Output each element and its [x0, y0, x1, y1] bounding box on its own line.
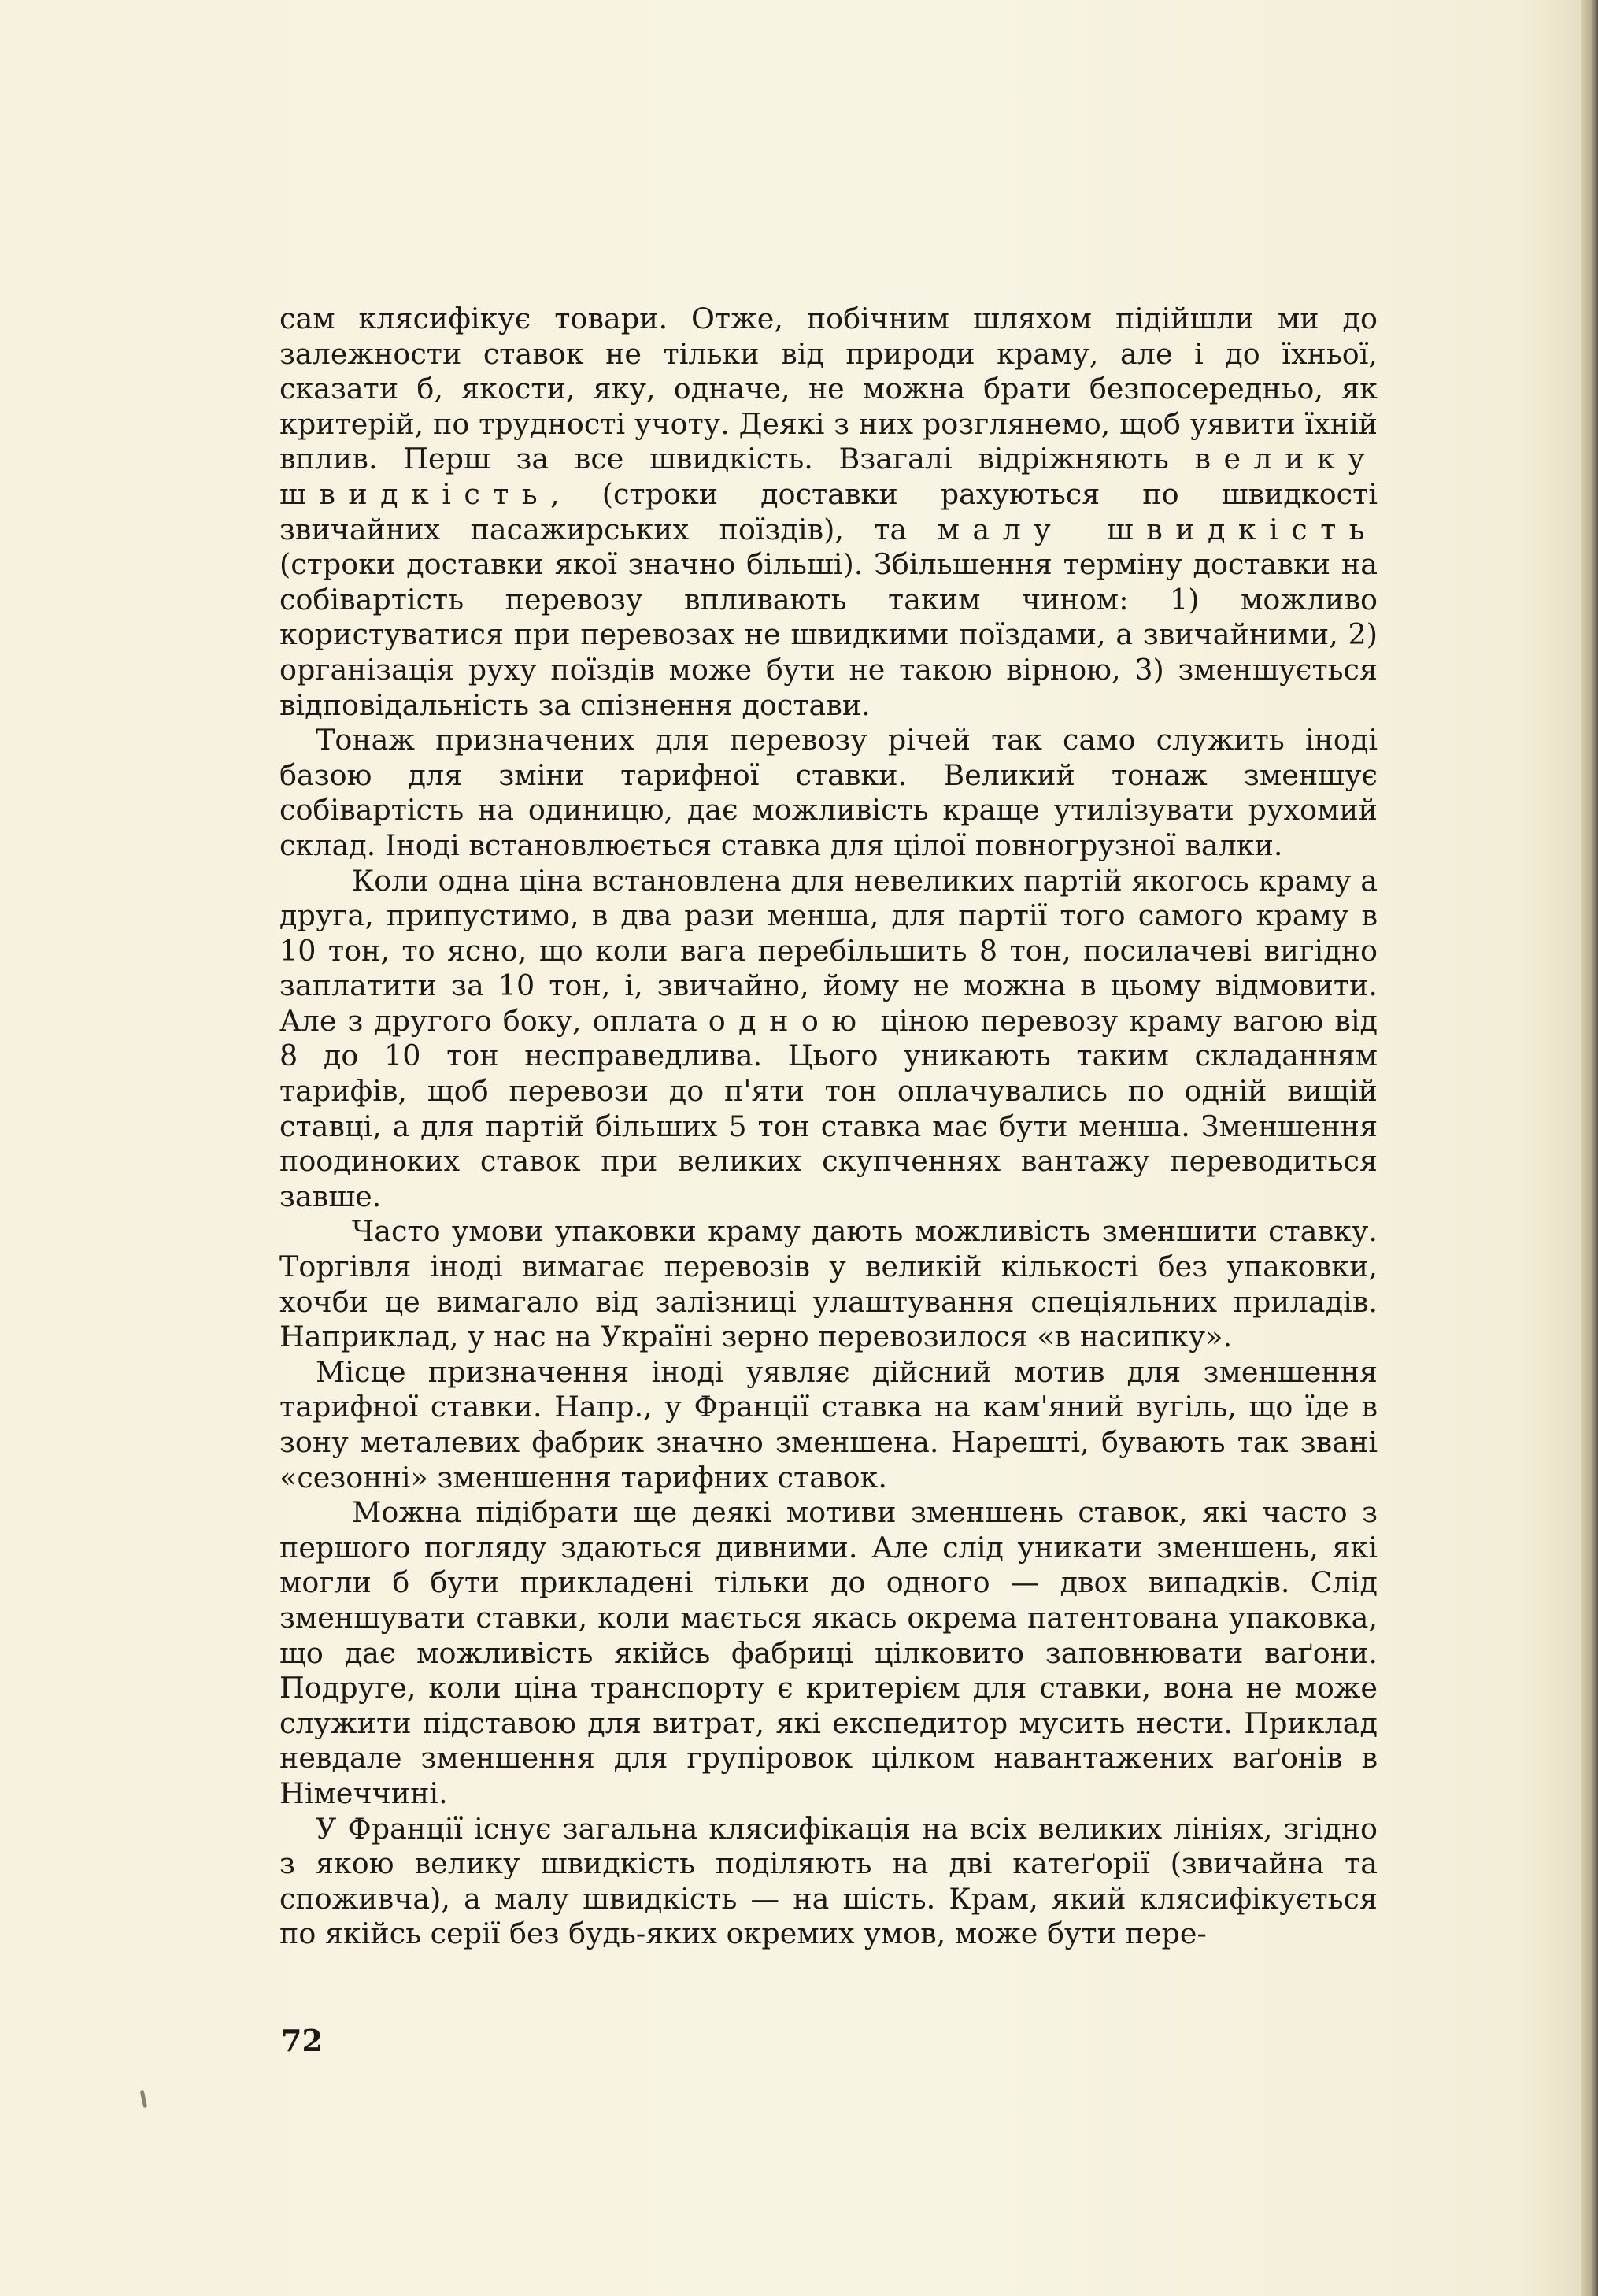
- p1-seg3: , (строки доставки рахуються по швидкості звичайних пасажирських поїздів), та: [279, 476, 1378, 546]
- p3-emphasis-one: одною: [708, 1003, 870, 1038]
- paragraph-7: [279, 1812, 1378, 1952]
- paragraph-2: [279, 723, 1378, 863]
- ink-mark: [140, 2090, 147, 2109]
- paragraph-4: [279, 1214, 1378, 1354]
- p1-seg5: (строки доставки якої значно більші). Збільшення терміну доставки на собівартість перевозу впливають таким чином: 1) можливо користуватися при перевозах не швидкими поїздами, а звичайними, 2) організація руху поїздів може бути не такою вірною, 3) зменшується відповідальність за спізнення достави.: [279, 547, 1378, 722]
- p3-seg1: Коли одна ціна встановлена для невеликих партій якогось краму а друга, припустимо, в два рази менша, для партії того самого краму в 10 тон, то ясно, що коли вага перебільшить 8 тон, посилачеві вигідно заплатити за 10 тон, і, звичайно, йому не можна в цьому відмовити. Але з другого боку, оплата: [279, 863, 1378, 1038]
- page-number: 72: [281, 2023, 323, 2058]
- paragraph-6: [279, 1495, 1378, 1811]
- p3-seg3: ціною перевозу краму вагою від 8 до 10 тон несправедлива. Цього уникають таким складанням тарифів, щоб перевози до п'яти тон оплачувались по одній вищій ставці, а для партій більших 5 тон ставка має бути менша. Зменшення поодиноких ставок при великих скупченнях вантажу переводиться завше.: [279, 1003, 1378, 1213]
- p1-emphasis-slow-speed: малу швидкість: [937, 512, 1378, 546]
- p5-text: Місце призначення іноді уявляє дійсний мотив для зменшення тарифної ставки. Напр., у Франції ставка на кам'яний вугіль, що їде в зону металевих фабрик значно зменшена. Нарешті, бувають так звані «сезонні» зменшення тарифних ставок.: [279, 1354, 1378, 1494]
- p7-text: У Франції існує загальна клясифікація на всіх великих лініях, згідно з якою велику швидкість поділяють на дві катеґорії (звичайна та споживча), а малу швидкість — на шість. Крам, який клясифікується по якійсь серії без будь-яких окремих умов, може бути пере-: [279, 1811, 1378, 1951]
- p6-text: Можна підібрати ще деякі мотиви зменшень ставок, які часто з першого погляду здаються дивними. Але слід уникати зменшень, які могли б бути прикладені тільки до одного — двох випадків. Слід зменшувати ставки, коли мається якась окрема патентована упаковка, що дає можливість якійсь фабриці цілковито заповнювати ваґони. Подруге, коли ціна транспорту є критерієм для ставки, вона не може служити підставою для витрат, які експедитор мусить нести. Приклад невдале зменшення для групіровок цілком навантажених ваґонів в Німеччині.: [279, 1495, 1378, 1810]
- paragraph-3: [279, 864, 1378, 1215]
- paragraph-5: [279, 1355, 1378, 1495]
- p2-text: Тонаж призначених для перевозу річей так само служить іноді базою для зміни тарифної ставки. Великий тонаж зменшує собівартість на одиницю, дає можливість краще утилізувати рухомий склад. Іноді встановлюється ставка для цілої повногрузної валки.: [279, 723, 1378, 862]
- paragraph-1: [279, 302, 1378, 723]
- body-text: [279, 302, 1378, 1952]
- p4-text: Часто умови упаковки краму дають можливість зменшити ставку. Торгівля іноді вимагає перевозів у великій кількості без упаковки, хочби це вимагало від залізниці улаштування спеціяльних приладів. Наприклад, у нас на Україні зерно перевозилося «в насипку».: [279, 1214, 1378, 1354]
- p1-seg1: сам клясифікує товари. Отже, побічним шляхом підійшли ми до залежности ставок не тільки від природи краму, але і до їхньої, сказати б, якости, яку, одначе, не можна брати безпосередньо, як критерій, по трудності учоту. Деякі з них розглянемо, щоб уявити їхній вплив. Перш за все швидкість. Взагалі відріжняють: [279, 302, 1378, 476]
- p1-emphasis-fast-speed: велику швидкість: [279, 442, 1378, 511]
- page-edge: [1581, 0, 1598, 2296]
